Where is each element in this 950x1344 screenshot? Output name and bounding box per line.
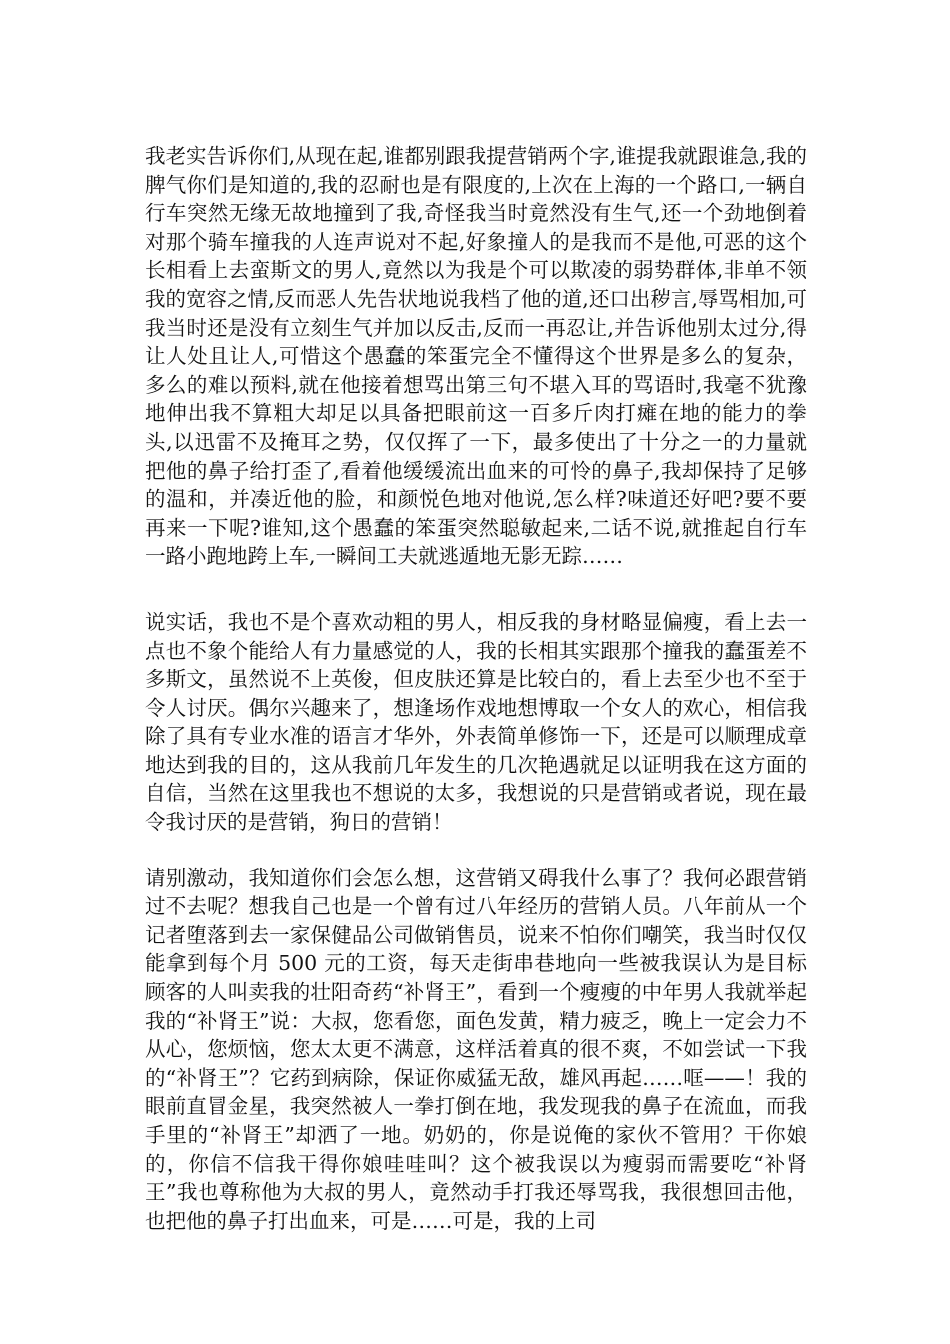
paragraph-3: 请别激动，我知道你们会怎么想，这营销又碍我什么事了？我何必跟营销过不去呢？想我自己也是一个曾有过八年经历的营销人员。八年前从一个记者堕落到去一家保健品公司做销售员，说来不怕你们嘲笑，我当时仅仅能拿到每个月 500 元的工资，每天走街串巷地向一些被我误认为是目标顾客的人叫卖我的壮阳奇药“补肾王”，看到一个瘦瘦的中年男人我就举起我的“补肾王”说：大叔，您看您，面色发黄，精力疲乏，晚上一定会力不从心，您烦恼，您太太更不满意，这样活着真的很不爽，不如尝试一下我的“补肾王”？它药到病除，保证你威猛无敌，雄风再起……哐——！我的眼前直冒金星，我突然被人一拳打倒在地，我发现我的鼻子在流血，而我手里的“补肾王”却洒了一地。奶奶的，你是说俺的家伙不管用？干你娘的，你信不信我干得你娘哇哇叫？这个被我误以为瘦弱而需要吃“补肾王”我也尊称他为大叔的男人，竟然动手打我还辱骂我，我很想回击他，也把他的鼻子打出血来，可是……可是，我的上司 (145, 865, 807, 1233)
paragraph-1: 我老实告诉你们,从现在起,谁都别跟我提营销两个字,谁提我就跟谁急,我的脾气你们是知道的,我的忍耐也是有限度的,上次在上海的一个路口,一辆自行车突然无缘无故地撞到了我,奇怪我当时竟然没有生气,还一个劲地倒着对那个骑车撞我的人连声说对不起,好象撞人的是我而不是他,可恶的这个长相看上去蛮斯文的男人,竟然以为我是个可以欺凌的弱势群体,非单不领我的宽容之情,反而恶人先告状地说我档了他的道,还口出秽言,辱骂相加,可我当时还是没有立刻生气并加以反击,反而一再忍让,并告诉他别太过分,得让人处且让人,可惜这个愚蠢的笨蛋完全不懂得这个世界是多么的复杂，多么的难以预料,就在他接着想骂出第三句不堪入耳的骂语时,我毫不犹豫地伸出我不算粗大却足以具备把眼前这一百多斤肉打瘫在地的能力的拳头,以迅雷不及掩耳之势，仅仅挥了一下，最多使出了十分之一的力量就把他的鼻子给打歪了,看着他缓缓流出血来的可怜的鼻子,我却保持了足够的温和，并凑近他的脸，和颜悦色地对他说,怎么样?味道还好吧?要不要再来一下呢?谁知,这个愚蠢的笨蛋突然聪敏起来,二话不说,就推起自行车一路小跑地跨上车,一瞬间工夫就逃遁地无影无踪…… (145, 144, 807, 569)
document-body (145, 142, 807, 1263)
paragraph-2: 说实话，我也不是个喜欢动粗的男人，相反我的身材略显偏瘦，看上去一点也不象个能给人有力量感觉的人，我的长相其实跟那个撞我的蠢蛋差不多斯文，虽然说不上英俊，但皮肤还算是比较白的，看上去至少也不至于令人讨厌。偶尔兴趣来了，想逢场作戏地想博取一个女人的欢心，相信我除了具有专业水准的语言才华外，外表简单修饰一下，还是可以顺理成章地达到我的目的，这从我前几年发生的几次艳遇就足以证明我在这方面的自信，当然在这里我也不想说的太多，我想说的只是营销或者说，现在最令我讨厌的是营销，狗日的营销！ (145, 609, 807, 835)
